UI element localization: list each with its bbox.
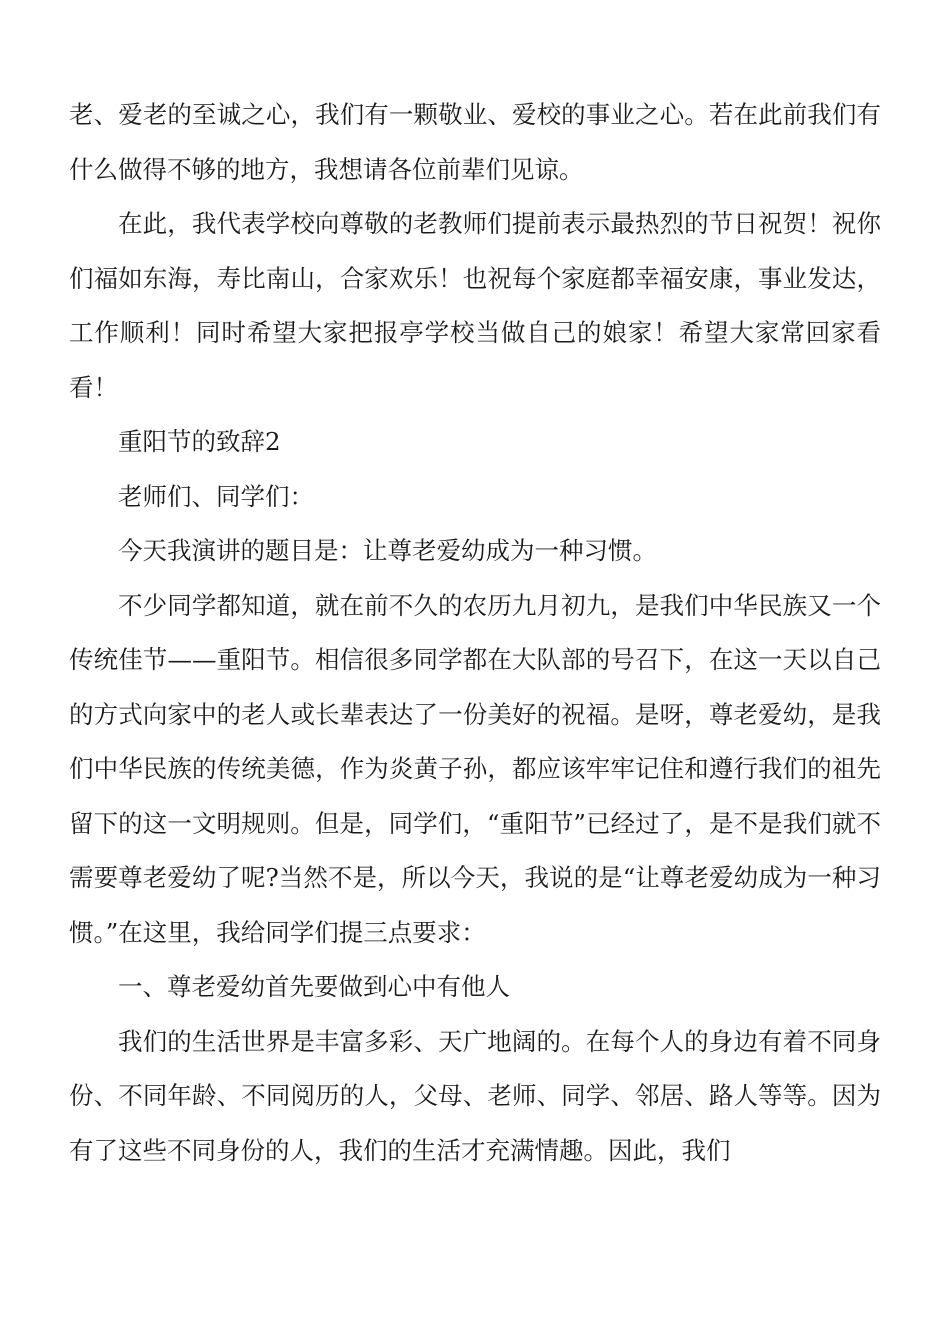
document-body: [69, 88, 881, 1178]
salutation: 老师们、同学们：: [118, 481, 314, 511]
paragraph-life-world: 我们的生活世界是丰富多彩、天广地阔的。在每个人的身边有着不同身份、不同年龄、不同阅历的人，父母、老师、同学、邻居、路人等等。因为有了这些不同身份的人，我们的生活才充满情趣。因此，我们: [69, 1026, 881, 1165]
section-title: 重阳节的致辞2: [118, 427, 281, 456]
paragraph-greetings: 在此，我代表学校向尊敬的老教师们提前表示最热烈的节日祝贺！祝你们福如东海，寿比南山，合家欢乐！也祝每个家庭都幸福安康，事业发达，工作顺利！同时希望大家把报亭学校当做自己的娘家！希望大家常回家看看！: [69, 209, 881, 402]
paragraph-continuation: 老、爱老的至诚之心，我们有一颗敬业、爱校的事业之心。若在此前我们有什么做得不够的地方，我想请各位前辈们见谅。: [69, 100, 881, 184]
paragraph-topic: 今天我演讲的题目是：让尊老爱幼成为一种习惯。: [118, 536, 657, 565]
paragraph-double-ninth: 不少同学都知道，就在前不久的农历九月初九，是我们中华民族又一个传统佳节——重阳节。相信很多同学都在大队部的号召下，在这一天以自己的方式向家中的老人或长辈表达了一份美好的祝福。是呀，尊老爱幼，是我们中华民族的传统美德，作为炎黄子孙，都应该牢牢记住和遵行我们的祖先留下的这一文明规则。但是，同学们，“重阳节”已经过了，是不是我们就不需要尊老爱幼了呢?当然不是，所以今天，我说的是“让尊老爱幼成为一种习惯。”在这里，我给同学们提三点要求：: [69, 590, 881, 947]
point-one-heading: 一、尊老爱幼首先要做到心中有他人: [118, 972, 510, 1001]
